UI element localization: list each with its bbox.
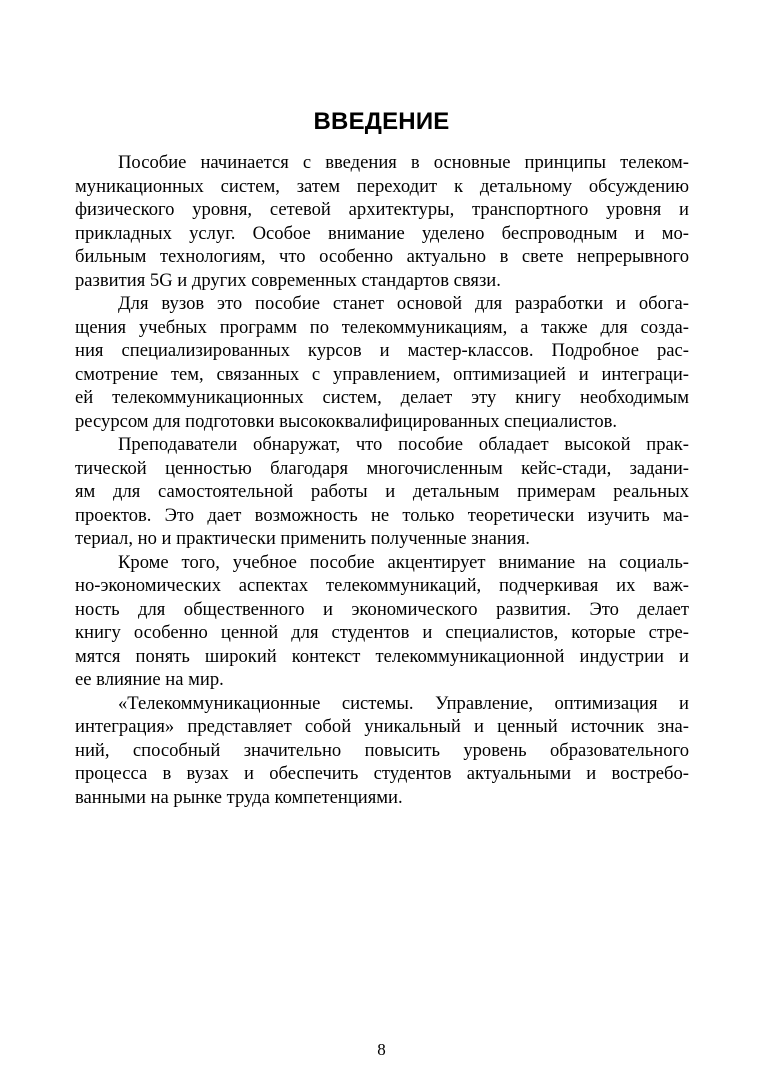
text-line: развития 5G и других современных стандартов связи. bbox=[75, 269, 501, 291]
paragraph-2 bbox=[75, 292, 689, 433]
text-line: но-экономических аспектах телекоммуникаций, подчеркивая их важ- bbox=[75, 575, 689, 596]
text-line: ресурсом для подготовки высококвалифицированных специалистов. bbox=[75, 410, 618, 432]
paragraph-4 bbox=[75, 551, 689, 692]
text-line: книгу особенно ценной для студентов и специалистов, которые стре- bbox=[75, 622, 689, 643]
text-line: бильным технологиям, что особенно актуально в свете непрерывного bbox=[75, 246, 689, 267]
text-line: Преподаватели обнаружат, что пособие обладает высокой прак- bbox=[118, 434, 689, 455]
text-line: муникационных систем, затем переходит к детальному обсуждению bbox=[75, 175, 689, 197]
text-line: ванными на рынке труда компетенциями. bbox=[75, 786, 403, 808]
text-line: Кроме того, учебное пособие акцентирует внимание на социаль- bbox=[118, 551, 689, 573]
text-line: «Телекоммуникационные системы. Управление, оптимизация и bbox=[118, 692, 689, 714]
text-line: ей телекоммуникационных систем, делает эту книгу необходимым bbox=[75, 387, 689, 408]
text-line: ность для общественного и экономического развития. Это делает bbox=[75, 598, 689, 620]
paragraph-1 bbox=[75, 151, 689, 292]
text-line: интеграция» представляет собой уникальный и ценный источник зна- bbox=[75, 716, 689, 737]
text-line: физического уровня, сетевой архитектуры, транспортного уровня и bbox=[75, 199, 689, 220]
text-line: щения учебных программ по телекоммуникациям, а также для созда- bbox=[75, 316, 689, 338]
text-line: ям для самостоятельной работы и детальным примерам реальных bbox=[75, 481, 689, 502]
paragraph-5 bbox=[75, 692, 689, 810]
text-line: Пособие начинается с введения в основные принципы телеком- bbox=[118, 152, 689, 173]
text-line: Для вузов это пособие станет основой для разработки и обога- bbox=[118, 293, 689, 314]
text-line: мятся понять широкий контекст телекоммуникационной индустрии и bbox=[75, 645, 689, 667]
paragraph-3 bbox=[75, 433, 689, 551]
text-line: ее влияние на мир. bbox=[75, 669, 224, 690]
text-line: териал, но и практически применить полученные знания. bbox=[75, 528, 530, 549]
page-number: 8 bbox=[377, 1040, 386, 1059]
body-text bbox=[75, 151, 689, 809]
text-line: смотрение тем, связанных с управлением, оптимизацией и интеграци- bbox=[75, 363, 689, 385]
text-line: проектов. Это дает возможность не только теоретически изучить ма- bbox=[75, 504, 689, 526]
text-line: ния специализированных курсов и мастер-классов. Подробное рас- bbox=[75, 340, 689, 361]
text-line: процесса в вузах и обеспечить студентов актуальными и востребо- bbox=[75, 763, 689, 784]
page-title: ВВЕДЕНИЕ bbox=[313, 108, 450, 135]
text-line: прикладных услуг. Особое внимание уделено беспроводным и мо- bbox=[75, 222, 689, 244]
text-line: тической ценностью благодаря многочисленным кейс-стади, задани- bbox=[75, 457, 689, 479]
text-line: ний, способный значительно повысить уровень образовательного bbox=[75, 739, 689, 761]
